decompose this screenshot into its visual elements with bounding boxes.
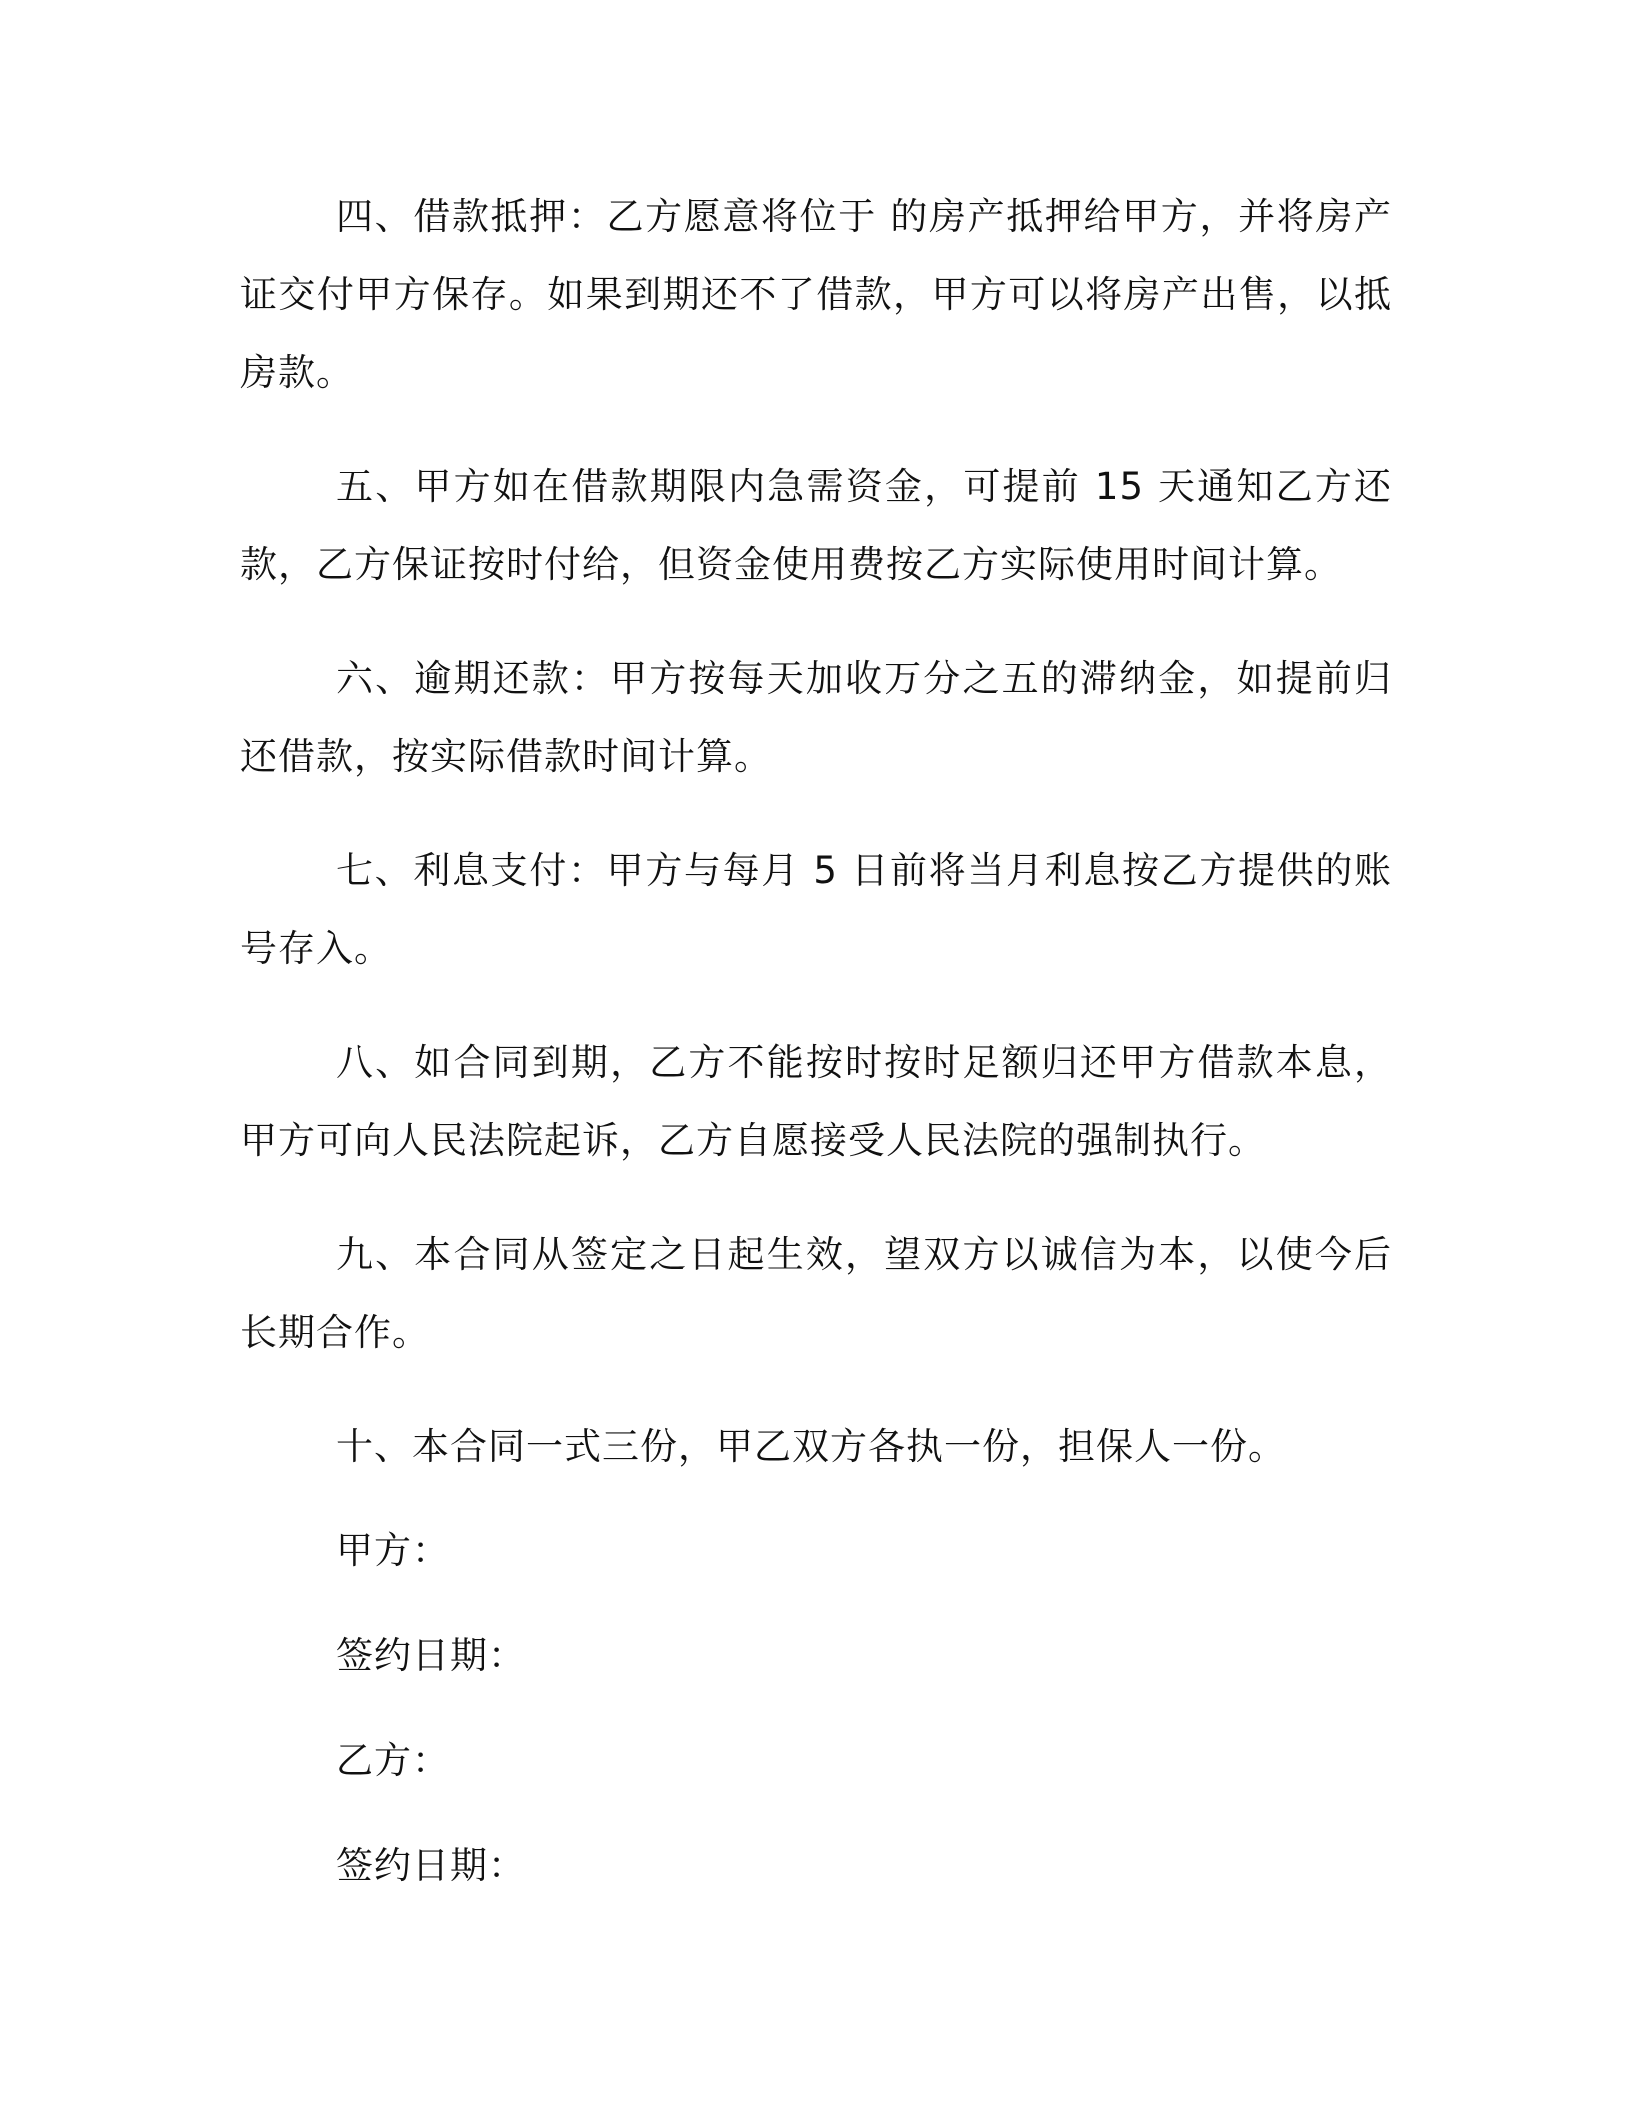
party-b-label: 乙方： [336,1739,450,1782]
document-body [240,178,1392,1942]
clause-5-early-repayment: 五、甲方如在借款期限内急需资金，可提前 15 天通知乙方还款，乙方保证按时付给，但资金使用费按乙方实际使用时间计算。 [240,465,1392,586]
party-b-date-label: 签约日期： [336,1844,526,1887]
clause-4-mortgage: 四、借款抵押：乙方愿意将位于 的房产抵押给甲方，并将房产证交付甲方保存。如果到期还不了借款，甲方可以将房产出售，以抵房款。 [240,195,1392,394]
party-a-label: 甲方： [336,1529,450,1572]
clause-6-overdue: 六、逾期还款：甲方按每天加收万分之五的滞纳金，如提前归还借款，按实际借款时间计算。 [240,657,1392,778]
clause-8-default: 八、如合同到期，乙方不能按时按时足额归还甲方借款本息，甲方可向人民法院起诉，乙方自愿接受人民法院的强制执行。 [240,1041,1392,1162]
clause-10-copies: 十、本合同一式三份，甲乙双方各执一份，担保人一份。 [336,1425,1286,1468]
clause-9-effective: 九、本合同从签定之日起生效，望双方以诚信为本，以使今后长期合作。 [240,1233,1392,1354]
party-a-date-label: 签约日期： [336,1634,526,1677]
clause-7-interest: 七、利息支付：甲方与每月 5 日前将当月利息按乙方提供的账号存入。 [240,849,1392,970]
